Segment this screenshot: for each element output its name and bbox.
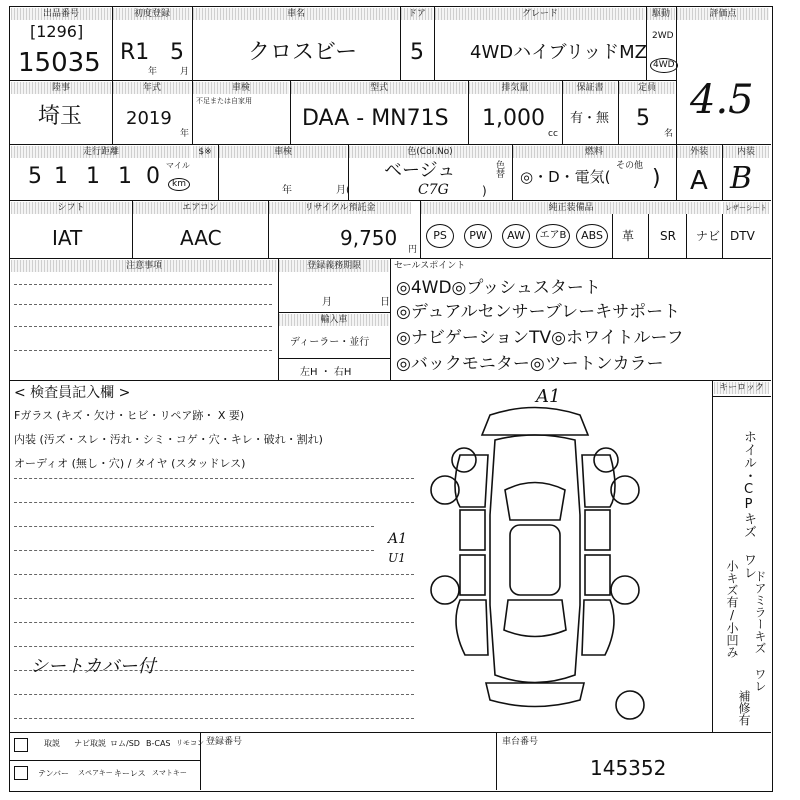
score-value: 4.5 xyxy=(690,77,754,123)
first-reg-era: R1 xyxy=(120,40,150,65)
right-column-text: 小キズ有/小凹み xyxy=(725,560,739,658)
shift-label: シフト xyxy=(11,202,131,214)
bottom-label: リモコン xyxy=(176,739,204,747)
exterior-label: 外装 xyxy=(677,146,721,158)
equipment-aw: AW xyxy=(502,224,530,248)
reg-no-label: 登録番号 xyxy=(206,737,243,747)
car-diagram xyxy=(420,395,650,730)
inspector-line: 内装 (汚ズ・スレ・汚れ・シミ・コゲ・穴・キレ・破れ・割れ) xyxy=(14,433,323,446)
grade-value: 4WDハイブリッドMZ xyxy=(470,42,647,63)
doors-label: ドア xyxy=(401,8,433,20)
handwritten-note: シートカバー付 xyxy=(30,656,156,677)
dealer-value: ディーラー・並行 xyxy=(290,337,370,348)
car-roof xyxy=(510,525,560,595)
drive-label: 駆動 xyxy=(647,8,675,20)
equipment-leather: 革 xyxy=(622,229,635,243)
import-note: 不足または自家用 xyxy=(196,97,252,105)
mirror-left xyxy=(452,448,476,472)
mileage-digit: 1 xyxy=(54,164,68,189)
bottom-label: ナビ取説 xyxy=(74,739,106,748)
check-box xyxy=(14,766,28,780)
ac-label: エアコン xyxy=(133,202,267,214)
bottom-label: キーレス xyxy=(114,769,146,778)
reg-day: 日 xyxy=(380,297,390,308)
region-label: 陸事 xyxy=(11,82,111,94)
sales-point: ◎ナビゲーションTV◎ホワイトルーフ xyxy=(396,328,684,348)
spare-tire xyxy=(616,691,644,719)
equipment-sr: SR xyxy=(660,229,676,243)
wheel-rear-left xyxy=(431,576,459,604)
doors-value: 5 xyxy=(410,40,424,65)
inspection-year: 年 xyxy=(282,185,292,196)
color-mark: 色替 xyxy=(494,160,504,178)
interior-grade: B xyxy=(730,161,753,196)
inspector-line: オーディオ (無し・穴) / タイヤ (スタッドレス) xyxy=(14,457,246,470)
lot-label: 出品番号 xyxy=(11,8,111,20)
bottom-label: 取説 xyxy=(44,739,60,748)
equipment-dtv: DTV xyxy=(730,229,755,243)
cc-unit: cc xyxy=(548,129,558,139)
drive-4wd: 4WD xyxy=(650,58,678,73)
drive-2wd: 2WD xyxy=(652,31,674,41)
lot-number: 15035 xyxy=(18,48,101,78)
displacement-label: 排気量 xyxy=(469,82,561,94)
mileage-unit-mile: マイル xyxy=(166,161,190,170)
equipment-navi: ナビ xyxy=(696,229,721,243)
diagram-note-side-sub: U1 xyxy=(388,551,406,565)
fuel-close: ) xyxy=(652,166,661,191)
bottom-label: スマトキー xyxy=(152,769,187,777)
import-label: 車検 xyxy=(193,82,289,94)
score-label: 評価点 xyxy=(677,8,769,20)
model-value: DAA - MN71S xyxy=(302,106,449,131)
inspector-title: < 検査員記入欄 > xyxy=(14,385,131,401)
diagram-note-front: A1 xyxy=(536,386,561,407)
car-name-label: 車名 xyxy=(193,8,399,20)
ac-value: AAC xyxy=(180,226,222,250)
first-reg-year-unit: 年 xyxy=(148,67,158,77)
fender-front-left xyxy=(455,455,488,507)
equipment-abs: ABS xyxy=(576,224,608,248)
capacity-value: 5 xyxy=(636,106,650,131)
equipment-label: 純正装備品 xyxy=(421,202,721,214)
capacity-label: 定員 xyxy=(619,82,675,94)
fender-front-right xyxy=(582,455,615,507)
inspection-label: 車検 xyxy=(219,146,347,158)
warranty-label: 保証書 xyxy=(563,82,617,94)
bottom-label: ロム/SD xyxy=(110,739,140,748)
sales-label: セールスポイント xyxy=(394,261,466,271)
key-label: キーロック xyxy=(714,382,769,394)
notes-label: 注意事項 xyxy=(11,260,277,272)
mirror-right xyxy=(594,448,618,472)
first-reg-month: 5 xyxy=(170,40,184,65)
color-label: 色(Col.No) xyxy=(349,146,511,158)
recycle-value: 9,750 xyxy=(340,226,398,250)
year-value: 2019 xyxy=(126,108,172,129)
model-label: 型式 xyxy=(291,82,467,94)
wheel-rear-right xyxy=(611,576,639,604)
color-code: C7G xyxy=(418,182,449,198)
chassis-number: 145352 xyxy=(590,756,667,780)
sales-point: ◎バックモニター◎ツートンカラー xyxy=(396,354,664,374)
region-value: 埼玉 xyxy=(38,104,83,129)
color-paren: ) xyxy=(482,184,487,198)
shift-value: IAT xyxy=(52,226,83,250)
interior-label: 内装 xyxy=(723,146,769,158)
fender-rear-left xyxy=(456,600,488,655)
first-reg-label: 初度登録 xyxy=(113,8,191,20)
check-box xyxy=(14,738,28,752)
car-windshield xyxy=(505,483,565,521)
capacity-unit: 名 xyxy=(664,129,674,139)
right-column-text: 補修有 xyxy=(737,690,751,726)
car-body xyxy=(490,435,580,683)
car-rear-window xyxy=(504,600,566,637)
import-sub-label: 輸入車 xyxy=(279,314,389,326)
inspector-line: Fガラス (キズ・欠け・ヒビ・リペア跡・ X 要) xyxy=(14,409,245,422)
lot-prefix: [1296] xyxy=(30,22,84,41)
door-front-left xyxy=(460,510,485,550)
mileage-digit: 5 xyxy=(28,164,42,189)
equipment-list xyxy=(424,220,770,254)
fuel-other-label: その他 xyxy=(616,161,644,171)
car-rear-bumper xyxy=(486,683,584,707)
door-front-right xyxy=(585,510,610,550)
right-column-text: ホイル・CPキズ ワレ xyxy=(741,430,756,579)
right-column-text: ドアミラーキズ ワレ xyxy=(753,570,767,692)
first-reg-month-unit: 月 xyxy=(180,67,190,77)
exterior-grade: A xyxy=(690,166,708,196)
inspection-month: 月( xyxy=(336,185,350,196)
leather-label: レザーシート xyxy=(723,202,769,214)
displacement-value: 1,000 xyxy=(482,106,545,131)
equipment-airbag: エアB xyxy=(536,224,570,248)
tax-label: $※ xyxy=(193,146,217,158)
bottom-label: テンバー xyxy=(38,769,70,778)
bottom-label: B-CAS xyxy=(146,739,171,748)
warranty-value: 有・無 xyxy=(570,111,610,126)
car-front-bumper xyxy=(482,408,588,436)
mileage-digit: 0 xyxy=(146,164,160,189)
equipment-ps: PS xyxy=(426,224,454,248)
color-value: ベージュ xyxy=(384,160,456,181)
door-rear-right xyxy=(585,555,610,595)
car-name: クロスビー xyxy=(248,40,358,65)
sales-point: ◎4WD◎プッシュスタート xyxy=(396,278,601,298)
handle-value: 左H ・ 右H xyxy=(300,367,352,378)
bottom-label: スペアキー xyxy=(78,769,113,777)
year-label: 年式 xyxy=(113,82,191,94)
fender-rear-right xyxy=(582,600,614,655)
recycle-yen: 円 xyxy=(408,245,418,255)
sales-point: ◎デュアルセンサーブレーキサポート xyxy=(396,302,681,322)
mileage-label: 走行距離 xyxy=(11,146,191,158)
recycle-label: リサイクル預託金 xyxy=(269,202,411,214)
fuel-value: ◎・D・電気( xyxy=(520,168,611,186)
mileage-unit-km: km xyxy=(168,178,190,191)
reg-month: 月 xyxy=(322,297,332,308)
grade-label: グレード xyxy=(435,8,645,20)
mileage-digit: 1 xyxy=(86,164,100,189)
diagram-note-side: A1 xyxy=(388,531,408,547)
fuel-label: 燃料 xyxy=(513,146,675,158)
equipment-pw: PW xyxy=(464,224,492,248)
registration-label: 登録義務期限 xyxy=(279,260,389,272)
mileage-digit: 1 xyxy=(118,164,132,189)
door-rear-left xyxy=(460,555,485,595)
chassis-label: 車台番号 xyxy=(502,737,539,747)
year-unit: 年 xyxy=(180,129,190,139)
